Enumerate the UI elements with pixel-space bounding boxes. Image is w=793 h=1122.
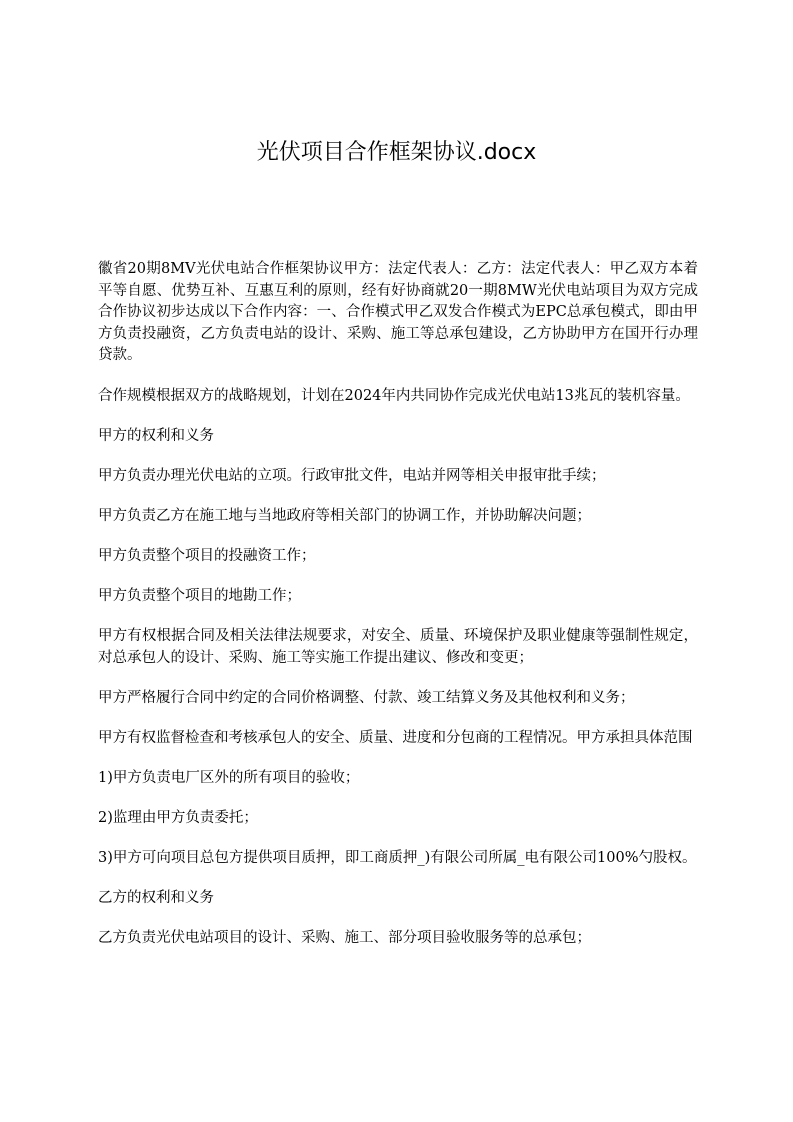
- document-body: [98, 259, 698, 967]
- document-title: 光伏项目合作框架协议.docx: [256, 140, 537, 165]
- paragraph: 甲方有权监督检查和考核承包人的安全、质量、进度和分包商的工程情况。甲方承担具体范围: [98, 729, 693, 746]
- paragraph: 甲方负责整个项目的地勘工作；: [98, 587, 301, 604]
- paragraph-scale: 合作规模根据双方的战略规划，计划在2024年内共同协作完成光伏电站13兆瓦的装机容量。: [98, 387, 690, 404]
- paragraph-intro: 徽省20期8MV光伏电站合作框架协议甲方：法定代表人：乙方：法定代表人：甲乙双方本着平等自愿、优势互补、互惠互利的原则，经有好协商就20一期8MW光伏电站项目为双方完成合作协议初步达成以下合作内容：一、合作模式甲乙双发合作模式为EPC总承包模式，即由甲方负责投融资，乙方负责电站的设计、采购、施工等总承包建设，乙方协助甲方在国开行办理贷款。: [98, 261, 698, 363]
- paragraph: 甲方负责乙方在施工地与当地政府等相关部门的协调工作，并协助解决问题；: [98, 507, 591, 524]
- list-item: 2)监理由甲方负责委托；: [98, 809, 258, 826]
- paragraph: 甲方严格履行合同中约定的合同价格调整、付款、竣工结算义务及其他权利和义务；: [98, 689, 635, 706]
- list-item: 1)甲方负责电厂区外的所有项目的验收；: [98, 769, 360, 786]
- section-heading-party-a: 甲方的权利和义务: [98, 427, 214, 444]
- section-heading-party-b: 乙方的权利和义务: [98, 889, 214, 906]
- paragraph: 甲方有权根据合同及相关法律法规要求，对安全、质量、环境保护及职业健康等强制性规定，对总承包人的设计、采购、施工等实施工作提出建议、修改和变更；: [98, 627, 698, 666]
- paragraph: 甲方负责整个项目的投融资工作；: [98, 547, 316, 564]
- paragraph: 甲方负责办理光伏电站的立项。行政审批文件，电站并网等相关申报审批手续；: [98, 467, 606, 484]
- list-item: 3)甲方可向项目总包方提供项目质押，即工商质押_)有限公司所属_电有限公司100%勺股权。: [98, 849, 697, 866]
- paragraph: 乙方负责光伏电站项目的设计、采购、施工、部分项目验收服务等的总承包；: [98, 929, 591, 946]
